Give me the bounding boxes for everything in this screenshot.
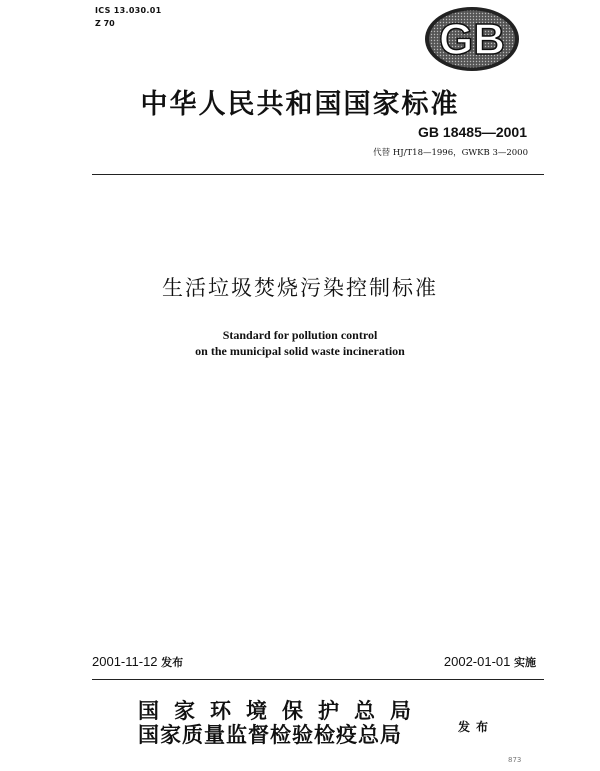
org-title: 中华人民共和国国家标准 — [140, 89, 460, 120]
document-title-chinese: 生活垃圾焚烧污染控制标准 — [162, 276, 438, 300]
replaces-note: 代替 HJ/T18—1996，GWKB 3—2000 — [373, 148, 528, 158]
issuer-line2: 国家质量监督检验检疫总局 — [138, 722, 402, 747]
top-rule — [92, 174, 544, 175]
document-title-english-line2: on the municipal solid waste incineration — [195, 344, 405, 358]
document-title-english-line1: Standard for pollution control — [222, 328, 378, 342]
issue-label: 发布 — [161, 656, 184, 669]
ics-code: ICS 13.030.01 — [95, 6, 162, 15]
standard-number: GB 18485—2001 — [418, 124, 527, 140]
category-code: Z 70 — [95, 19, 115, 28]
publish-label: 发布 — [458, 720, 495, 734]
page-number: 873 — [508, 756, 522, 764]
implement-date: 2002-01-01 — [443, 654, 511, 669]
implement-label: 实施 — [514, 656, 536, 669]
issue-date: 2001-11-12 — [92, 654, 158, 669]
bottom-rule — [92, 679, 544, 680]
gb-logo — [424, 6, 520, 72]
issue-date-block — [92, 654, 183, 670]
implement-date-block — [444, 654, 536, 670]
issuer-line1: 国家环境保护总局 — [138, 698, 426, 723]
gb-logo-text: GB — [439, 15, 505, 64]
